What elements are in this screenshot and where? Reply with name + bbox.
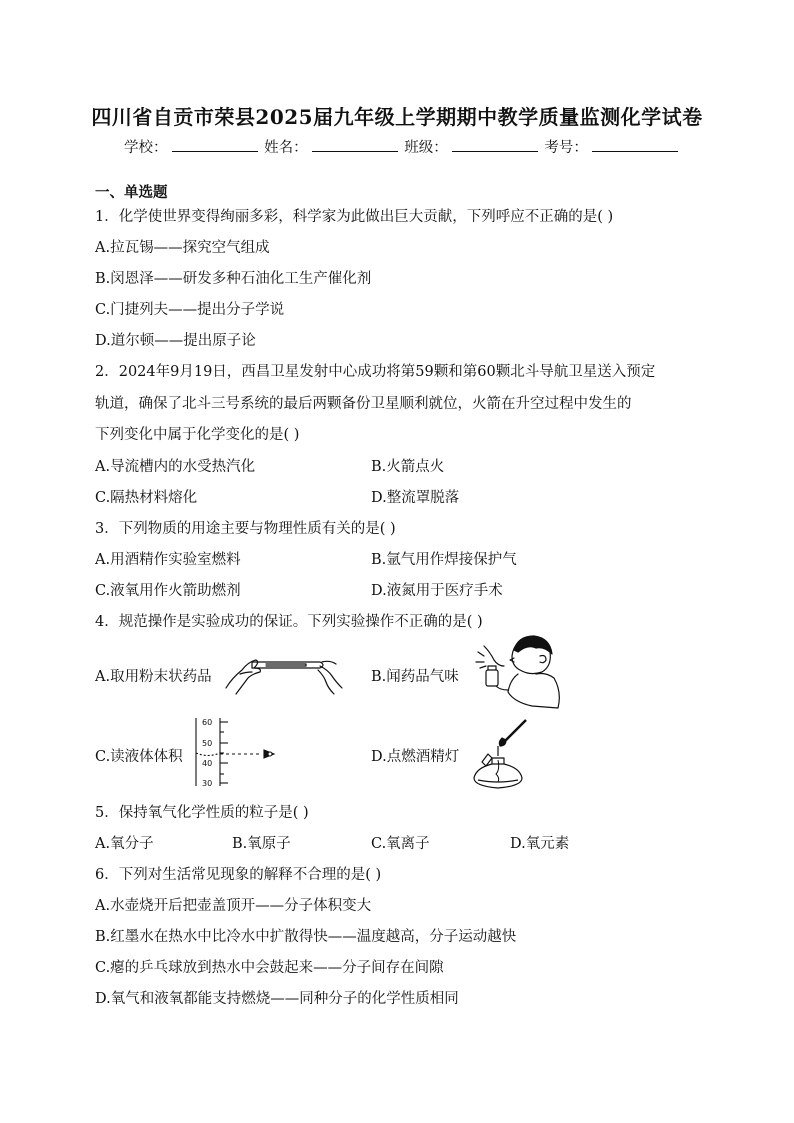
school-blank[interactable]: [172, 137, 258, 152]
number-label: 考号：: [544, 140, 588, 156]
q2-option-c: C.隔热材料熔化: [95, 490, 198, 506]
q5-option-d: D.氧元素: [510, 836, 570, 852]
q6-stem: 6．下列对生活常见现象的解释不合理的是( ): [95, 867, 382, 883]
q1-option-c: C.门捷列夫——提出分子学说: [95, 302, 285, 318]
school-label: 学校：: [124, 140, 168, 156]
q3-option-c: C.液氧用作火箭助燃剂: [95, 583, 241, 599]
section-heading: 一、单选题: [95, 184, 168, 201]
q5-option-a: A.氧分子: [95, 836, 154, 852]
powder-test-tube-figure: [222, 648, 348, 698]
cylinder-tick-30: 30: [202, 779, 213, 788]
student-info-row: [124, 136, 680, 157]
q1-option-d: D.道尔顿——提出原子论: [95, 333, 256, 349]
name-label: 姓名：: [264, 140, 308, 156]
smelling-chemical-figure: [474, 632, 564, 714]
q1-option-a: A.拉瓦锡——探究空气组成: [95, 240, 270, 256]
q2-option-a: A.导流槽内的水受热汽化: [95, 459, 256, 475]
exam-title: 四川省自贡市荣县2025届九年级上学期期中教学质量监测化学试卷: [91, 105, 703, 129]
q4-option-a: A.取用粉末状药品: [95, 669, 212, 685]
graduated-cylinder-figure: [190, 716, 290, 788]
q4-option-b: B.闻药品气味: [371, 669, 459, 685]
q2-option-b: B.火箭点火: [371, 459, 445, 475]
q3-option-d: D.液氮用于医疗手术: [371, 583, 503, 599]
cylinder-tick-50: 50: [202, 739, 213, 748]
q4-stem: 4．规范操作是实验成功的保证。下列实验操作不正确的是( ): [95, 614, 483, 630]
number-blank[interactable]: [592, 137, 678, 152]
alcohol-lamp-figure: [470, 716, 536, 790]
q6-option-c: C.瘪的乒乓球放到热水中会鼓起来——分子间存在间隙: [95, 960, 444, 976]
q3-option-a: A.用酒精作实验室燃料: [95, 552, 241, 568]
q2-stem-line2: 轨道，确保了北斗三号系统的最后两颗备份卫星顺利就位，火箭在升空过程中发生的: [95, 396, 632, 412]
q6-option-b: B.红墨水在热水中比冷水中扩散得快——温度越高，分子运动越快: [95, 929, 517, 945]
q3-option-b: B.氩气用作焊接保护气: [371, 552, 517, 568]
q6-option-a: A.水壶烧开后把壶盖顶开——分子体积变大: [95, 898, 372, 914]
name-blank[interactable]: [312, 137, 398, 152]
cylinder-tick-40: 40: [202, 759, 213, 768]
q5-stem: 5．保持氧气化学性质的粒子是( ): [95, 805, 309, 821]
q4-option-d: D.点燃酒精灯: [371, 749, 460, 765]
class-blank[interactable]: [452, 137, 538, 152]
q1-stem: 1．化学使世界变得绚丽多彩，科学家为此做出巨大贡献，下列呼应不正确的是( ): [95, 209, 614, 225]
q2-option-d: D.整流罩脱落: [371, 490, 460, 506]
q6-option-d: D.氧气和液氧都能支持燃烧——同种分子的化学性质相同: [95, 991, 459, 1007]
q2-stem-line3: 下列变化中属于化学变化的是( ): [95, 427, 300, 443]
q2-stem-line1: 2．2024年9月19日，西昌卫星发射中心成功将第59颗和第60颗北斗导航卫星送入预定: [95, 364, 656, 380]
q5-option-c: C.氧离子: [371, 836, 430, 852]
cylinder-tick-60: 60: [202, 718, 213, 727]
q1-option-b: B.闵恩泽——研发多种石油化工生产催化剂: [95, 271, 372, 287]
q3-stem: 3．下列物质的用途主要与物理性质有关的是( ): [95, 521, 396, 537]
q5-option-b: B.氧原子: [232, 836, 291, 852]
class-label: 班级：: [404, 140, 448, 156]
q4-option-c: C.读液体体积: [95, 749, 183, 765]
